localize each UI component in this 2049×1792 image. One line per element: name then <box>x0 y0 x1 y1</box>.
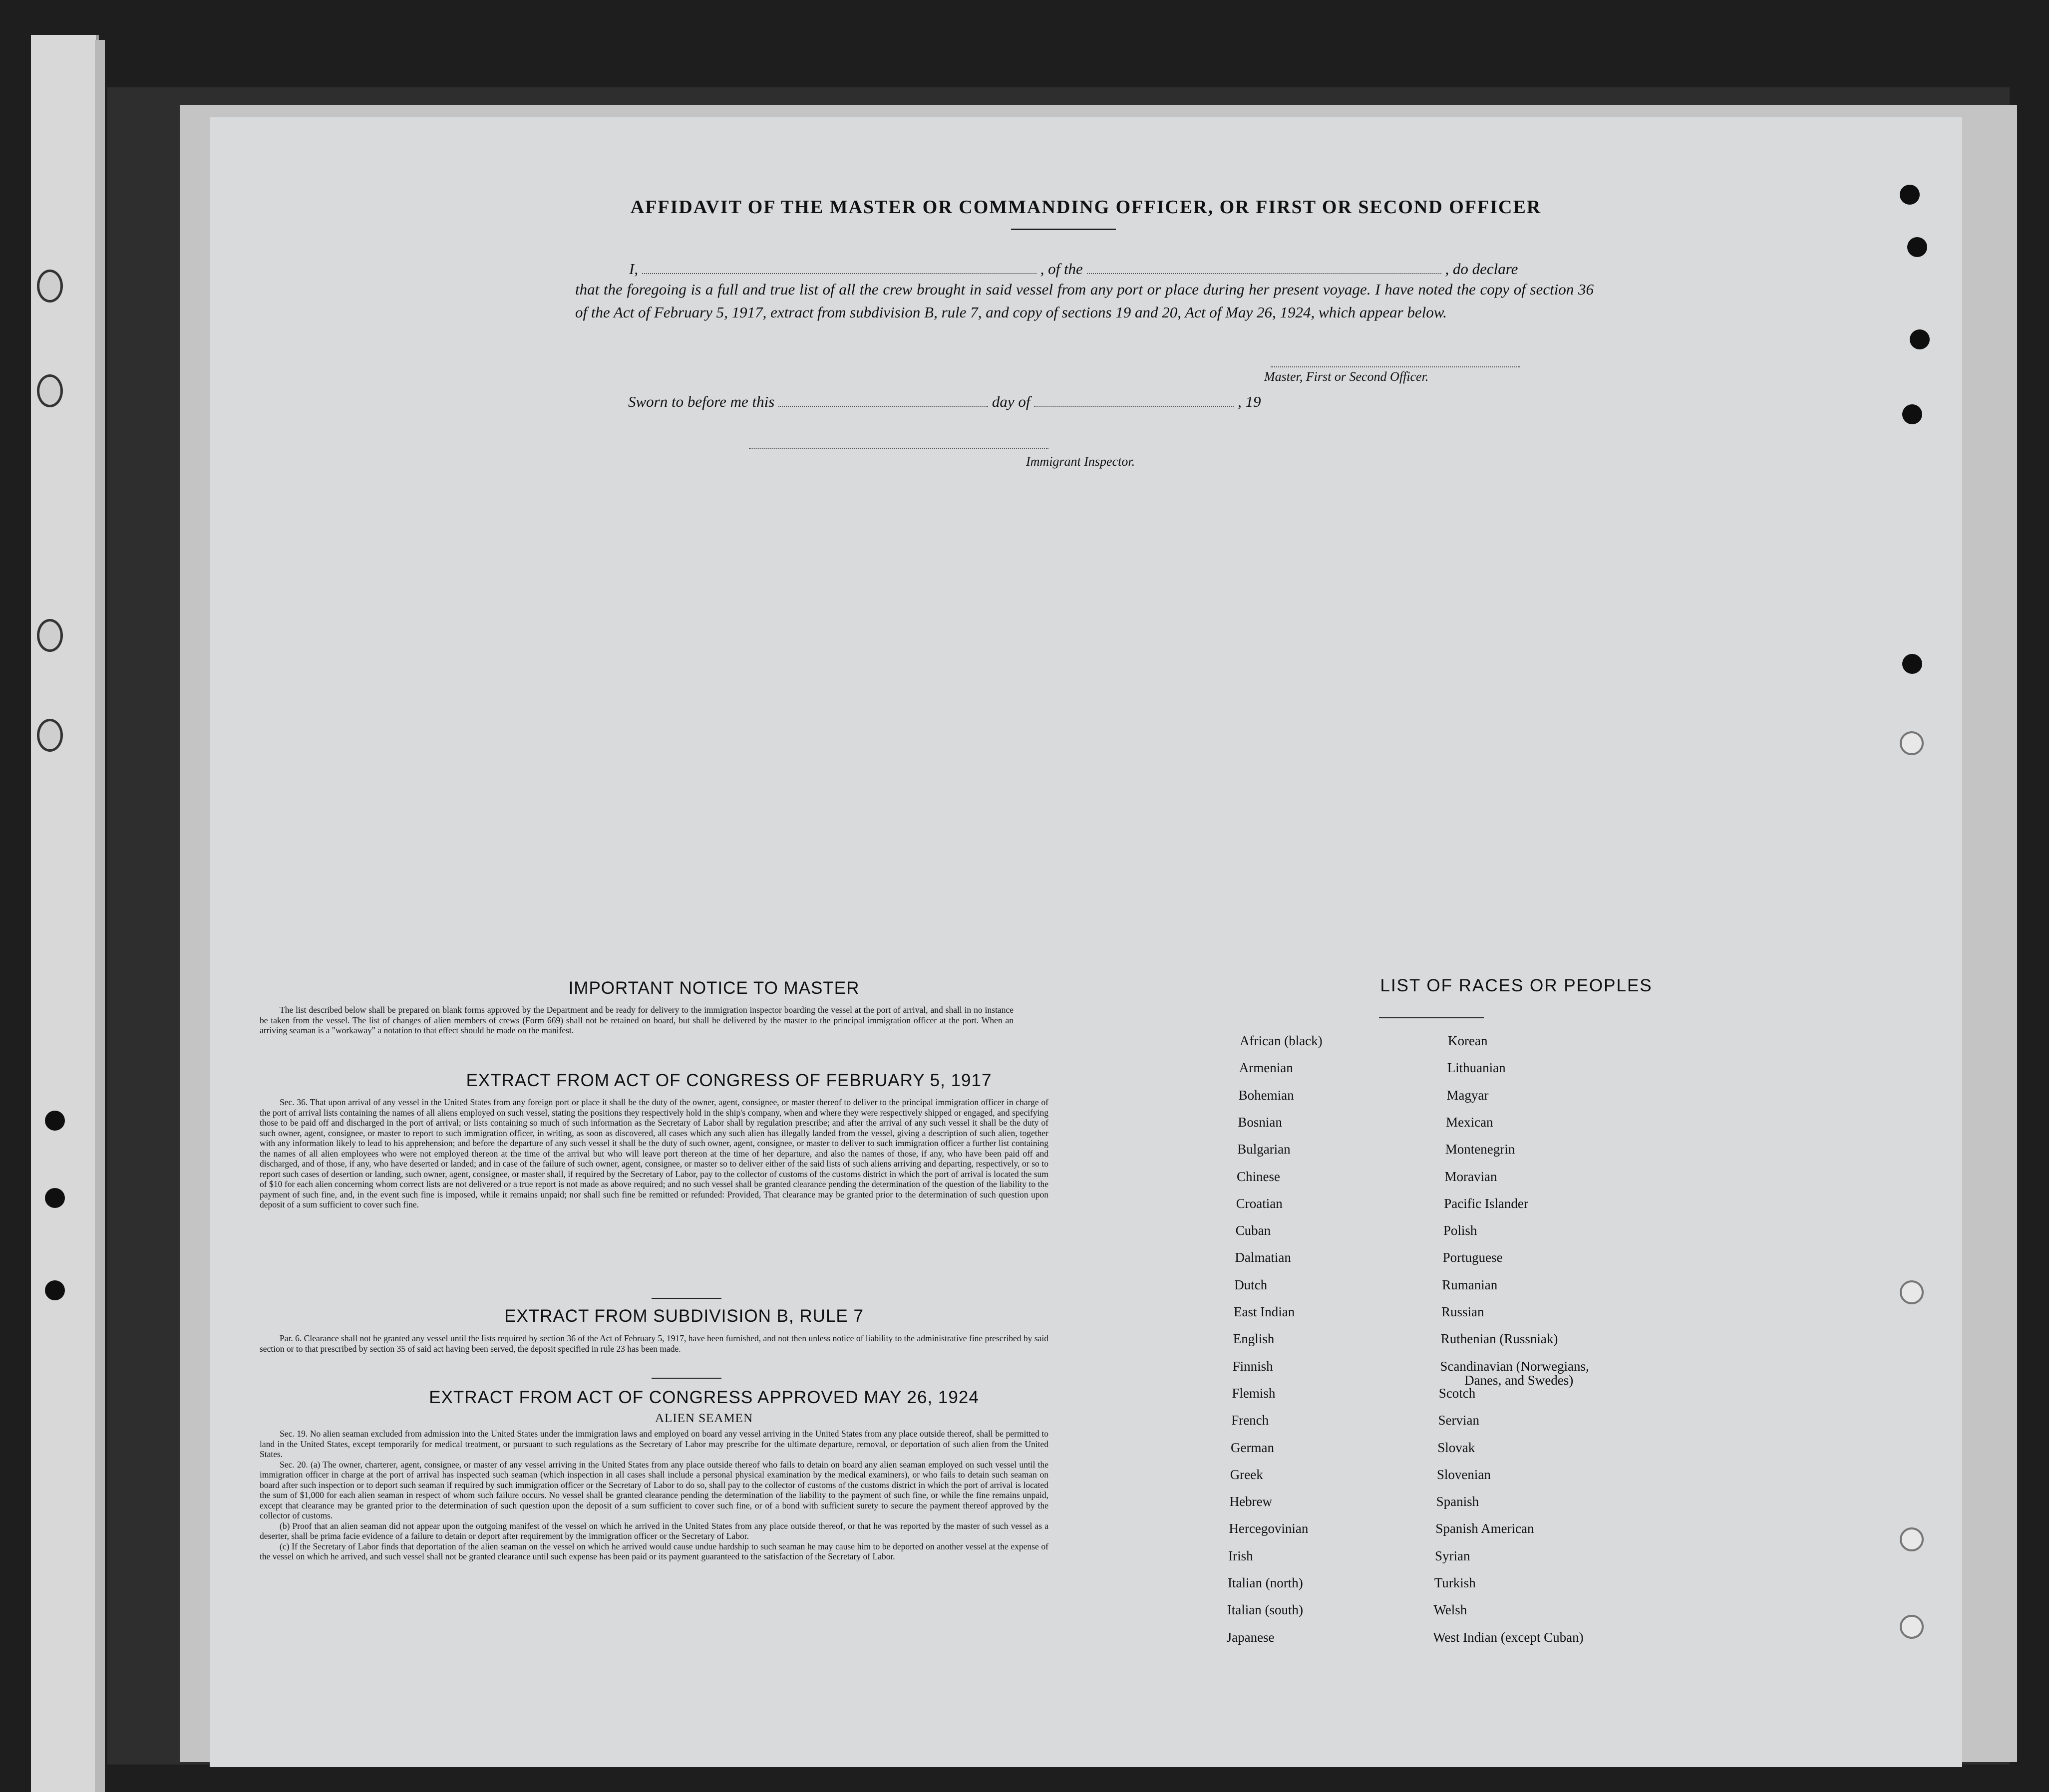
race-item: English <box>1233 1331 1275 1347</box>
day-of-text: day of <box>992 393 1030 410</box>
race-item: Slovak <box>1437 1440 1475 1455</box>
race-item: Italian (north) <box>1228 1575 1303 1590</box>
inspector-signature-field[interactable] <box>749 446 1048 449</box>
race-item: Cuban <box>1235 1223 1271 1238</box>
master-caption: Master, First or Second Officer. <box>1264 369 1429 384</box>
race-item: Montenegrin <box>1445 1142 1515 1157</box>
rule7-title: EXTRACT FROM SUBDIVISION B, RULE 7 <box>504 1306 864 1326</box>
race-item: East Indian <box>1234 1304 1295 1319</box>
vessel-field[interactable] <box>1087 271 1441 274</box>
act1917-text: Sec. 36. That upon arrival of any vessel in the United States from any foreign port or place it shall be the duty of the owner, agent, consignee, or master thereof to deliver to the principal immigration officer in charge of the port of arrival lists containing the names of all aliens employed on such vessel, stating the positions they respectively hold in the ship's company, when and where they were respectively shipped or engaged, and specifying those to be paid off and discharged in the port of arrival; or lists containing so much of such information as the Secretary of Labor shall by regulation prescribe; and after the arrival of any such vessel it shall be the duty of such owner, agent, consignee, or master to report to such immigration officer, in writing, as soon as discovered, all cases which any such alien has illegally landed from the vessel, giving a description of such alien, together with any information likely to lead to his apprehension; and before the departure of any such vessel it shall be the duty of such owner, agent, consignee, or master to deliver to such immigration officer a further list containing the names of all alien employees who were not employed thereon at the time of the arrival but who will leave port thereon at the time of her departure, and also the names of those, if any, who have been paid off and discharged, and of those, if any, who have deserted or landed; and in case of the failure of such owner, agent, consignee, or master so to deliver either of the said lists of such aliens arriving and departing, respectively, or so to report such cases of desertion or landing, such owner, agent, consignee, or master shall, if required by the Secretary of Labor, pay to the collector of customs of the customs district in which the port of arrival is located the sum of $10 for each alien concerning whom correct lists are not delivered or a true report is not made as above required; and no such vessel shall be granted clearance pending the determination of the question of the liability to the payment of such fine, and, in the event such fine is imposed, while it remains unpaid; nor shall such fine be remitted or refunded: Provided, That clearance may be granted prior to the determination of such question upon deposit of a sum sufficient to cover such fine. <box>260 1097 1048 1209</box>
race-item: Welsh <box>1433 1602 1467 1618</box>
act1917-title: EXTRACT FROM ACT OF CONGRESS OF FEBRUARY 5, 1917 <box>466 1071 992 1090</box>
master-signature-field[interactable] <box>1271 364 1520 367</box>
race-item: Moravian <box>1444 1169 1497 1184</box>
race-item: Magyar <box>1446 1087 1489 1103</box>
race-item: Korean <box>1448 1033 1488 1048</box>
race-item: Bohemian <box>1238 1087 1294 1103</box>
race-item: Russian <box>1441 1304 1484 1319</box>
notice-text: The list described below shall be prepared on blank forms approved by the Department and be ready for delivery to the immigration inspector boarding the vessel at the port of arrival, and shall in no instance be taken from the vessel. The list of changes of alien members of crews (Form 669) shall not be retained on board, but shall be delivered by the master to the principal immigration officer at the port. When an arriving seaman is a "workaway" a notation to that effect should be made on the manifest. <box>260 1005 1014 1035</box>
inspector-caption: Immigrant Inspector. <box>1026 454 1135 469</box>
race-item: Scandinavian (Norwegians, <box>1440 1358 1589 1374</box>
race-item: French <box>1231 1413 1269 1428</box>
affidavit-i: I, <box>629 260 639 278</box>
binding-strip-edge <box>95 40 105 1792</box>
race-item: Finnish <box>1232 1358 1273 1374</box>
document-page <box>210 117 1962 1767</box>
notice-title: IMPORTANT NOTICE TO MASTER <box>568 978 860 998</box>
strip-hole <box>37 619 63 652</box>
race-item: Polish <box>1443 1223 1477 1238</box>
affidavit-of-the: , of the <box>1040 260 1083 278</box>
race-item: Slovenian <box>1436 1467 1491 1482</box>
race-item: African (black) <box>1240 1033 1323 1048</box>
punch-hole <box>1902 654 1922 674</box>
race-item: Irish <box>1228 1548 1253 1563</box>
section-rule <box>652 1378 721 1379</box>
strip-hole <box>37 270 63 302</box>
binding-strip <box>31 35 99 1792</box>
race-item: Syrian <box>1435 1548 1470 1563</box>
sworn-day-field[interactable] <box>778 404 988 407</box>
race-item: Lithuanian <box>1447 1060 1506 1076</box>
race-item: Hercegovinian <box>1229 1521 1309 1536</box>
punch-hole <box>1900 1615 1924 1639</box>
title-rule <box>1011 229 1116 230</box>
sworn-month-field[interactable] <box>1034 404 1234 407</box>
strip-hole <box>37 719 63 752</box>
punch-hole <box>1900 731 1924 755</box>
punch-hole <box>45 1280 65 1300</box>
punch-hole <box>45 1111 65 1131</box>
act1924-paragraph: Sec. 19. No alien seaman excluded from admission into the United States under the immigration laws and employed on board any vessel arriving in the United States from any place outside thereof, shall be permitted to land in the United States, except temporarily for medical treatment, or pursuant to such regulations as the Secretary of Labor may prescribe for the ultimate departure, removal, or deportation of such alien from the United States. <box>260 1429 1048 1459</box>
race-item: Croatian <box>1236 1195 1283 1211</box>
race-item: Spanish <box>1436 1494 1479 1509</box>
affidavit-line1 <box>629 260 1518 278</box>
act1924-title: EXTRACT FROM ACT OF CONGRESS APPROVED MAY 26, 1924 <box>429 1388 979 1407</box>
race-item: Dutch <box>1234 1277 1268 1292</box>
race-item: West Indian (except Cuban) <box>1433 1629 1584 1645</box>
punch-hole <box>45 1188 65 1208</box>
race-item: Hebrew <box>1229 1494 1273 1509</box>
section-rule <box>652 1298 721 1299</box>
race-item: Servian <box>1438 1413 1479 1428</box>
name-field[interactable] <box>642 271 1036 274</box>
race-item: Armenian <box>1239 1060 1293 1076</box>
affidavit-declare: , do declare <box>1445 260 1518 278</box>
race-item: Greek <box>1230 1467 1263 1482</box>
act1924-subtitle: ALIEN SEAMEN <box>655 1412 753 1425</box>
punch-hole <box>1900 1527 1924 1551</box>
race-item: Spanish American <box>1435 1521 1534 1536</box>
race-item: Pacific Islander <box>1444 1195 1528 1211</box>
act1924-paragraph: Sec. 20. (a) The owner, charterer, agent, consignee, or master of any vessel arriving in the United States from any place outside thereof who fails to detain on board any alien seaman employed on such vessel until the immigration officer in charge at the port of arrival has inspected such seaman (which inspection in all cases shall include a personal physical examination by the medical examiners), or who fails to detain such seaman on board after such inspection or to deport such seaman if required by such immigration officer or the Secretary of Labor to do so, shall pay to the collector of customs of the customs district in which the port of arrival is located the sum of $1,000 for each alien seaman in respect of whom such failure occurs. No vessel shall be granted clearance pending the determination of the liability to the payment of such fine, or while the fine remains unpaid, except that clearance may be granted prior to the determination of such question upon the deposit of a sum sufficient to cover such fine, or of a bond with sufficient surety to secure the payment thereof approved by the collector of customs. <box>260 1459 1048 1520</box>
race-item: Dalmatian <box>1235 1250 1291 1265</box>
rule7-text: Par. 6. Clearance shall not be granted any vessel until the lists required by section 36 of the Act of February 5, 1917, have been furnished, and not then unless notice of liability to the administrative fine prescribed by said section or to that prescribed by section 35 of said act having been served, the deposit specified in rule 23 has been made. <box>260 1333 1048 1354</box>
act1924-paragraph: (c) If the Secretary of Labor finds that deportation of the alien seaman on the vessel on which he arrived would cause undue hardship to such seaman he may cause him to be deported on another vessel at the expense of the vessel on which he arrived, and such vessel shall not be granted clearance until such expense has been paid or its payment guaranteed to the satisfaction of the Secretary of Labor. <box>260 1541 1048 1561</box>
affidavit-body: that the foregoing is a full and true list of all the crew brought in said vessel from any port or place during her present voyage. I have noted the copy of section 36 of the Act of February 5, 1917, extract from subdivision B, rule 7, and copy of sections 19 and 20, Act of May 26, 1924, which appear below. <box>575 281 1594 321</box>
race-item: Ruthenian (Russniak) <box>1440 1331 1558 1347</box>
races-title: LIST OF RACES OR PEOPLES <box>1380 976 1653 995</box>
race-item: Bosnian <box>1238 1114 1282 1130</box>
affidavit-title: AFFIDAVIT OF THE MASTER OR COMMANDING OFFICER, OR FIRST OR SECOND OFFICER <box>630 197 1542 218</box>
race-item: German <box>1231 1440 1274 1455</box>
act1924-text <box>260 1429 1048 1562</box>
punch-hole <box>1907 237 1927 257</box>
race-item: Flemish <box>1232 1385 1276 1401</box>
race-item: Danes, and Swedes) <box>1464 1372 1574 1388</box>
race-item: Mexican <box>1446 1114 1493 1130</box>
race-item: Turkish <box>1434 1575 1476 1590</box>
punch-hole <box>1902 404 1922 424</box>
races-rule <box>1379 1017 1484 1018</box>
sworn-line <box>628 393 1261 411</box>
strip-hole <box>37 374 63 407</box>
punch-hole <box>1910 329 1930 349</box>
year-text: , 19 <box>1237 393 1261 410</box>
punch-hole <box>1900 1280 1924 1304</box>
race-item: Italian (south) <box>1227 1602 1304 1618</box>
sworn-text: Sworn to before me this <box>628 393 775 410</box>
race-item: Rumanian <box>1442 1277 1498 1292</box>
race-item: Scotch <box>1438 1385 1476 1401</box>
race-item: Japanese <box>1226 1629 1275 1645</box>
race-item: Portuguese <box>1442 1250 1503 1265</box>
race-item: Bulgarian <box>1237 1142 1291 1157</box>
act1924-paragraph: (b) Proof that an alien seaman did not appear upon the outgoing manifest of the vessel on which he arrived in the United States from any place outside thereof, or that he was reported by the master of such vessel as a deserter, shall be prima facie evidence of a failure to detain or deport after requirement by the immigration officer or the Secretary of Labor. <box>260 1520 1048 1541</box>
race-item: Chinese <box>1237 1169 1280 1184</box>
